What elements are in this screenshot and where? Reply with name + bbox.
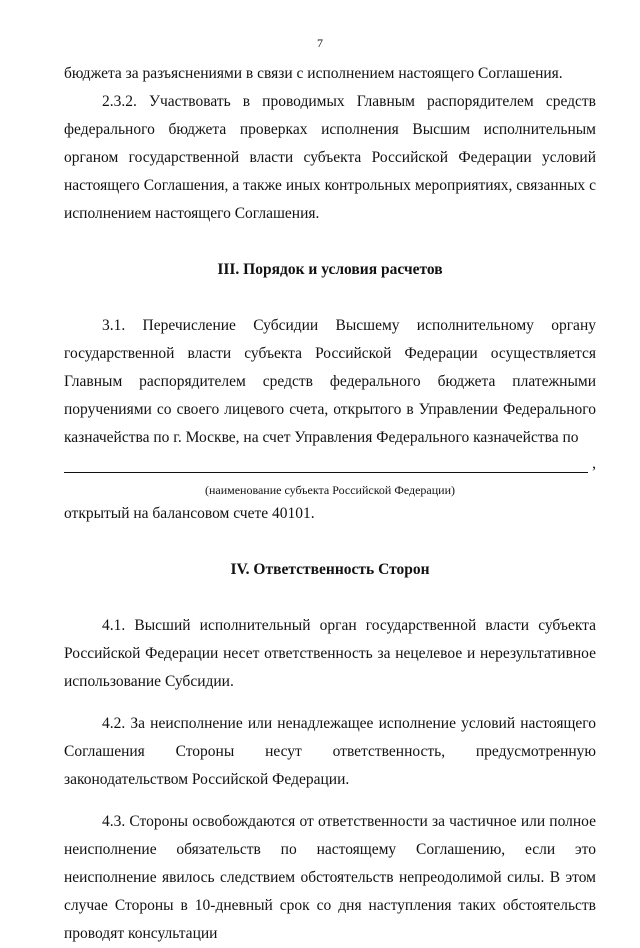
fill-in-blank [64,452,596,480]
fill-in-comma: , [592,455,596,472]
paragraph-continuation: бюджета за разъяснениями в связи с исполнением настоящего Соглашения. [64,65,563,82]
section-heading-3: III. Порядок и условия расчетов [217,261,443,278]
fill-in-underline [64,472,588,473]
paragraph-4-2: 4.2. За неисполнение или ненадлежащее исполнение условий настоящего Соглашения Стороны несут ответственность, предусмотренную законодательством Российской Федерации. [64,715,596,788]
paragraph-3-1-end: открытый на балансовом счете 40101. [64,505,315,522]
paragraph-4-3: 4.3. Стороны освобождаются от ответственности за частичное или полное неисполнение обязательств по настоящему Соглашению, если это неисполнение явилось следствием обстоятельств непреодолимой силы. В этом случае Стороны в 10-дневный срок со дня наступления таких обстоятельств проводят консультации [64,813,596,942]
section-heading-4: IV. Ответственность Сторон [230,561,430,578]
page-number: 7 [317,36,323,50]
paragraph-2-3-2: 2.3.2. Участвовать в проводимых Главным распорядителем средств федерального бюджета проверках исполнения Высшим исполнительным органом государственной власти субъекта Российской Федерации условий настоящего Соглашения, а также иных контрольных мероприятиях, связанных с исполнением настоящего Соглашения. [64,93,596,222]
fill-in-caption: (наименование субъекта Российской Федерации) [204,483,456,497]
document-body [64,60,596,948]
paragraph-3-1: 3.1. Перечисление Субсидии Высшему исполнительному органу государственной власти субъекта Российской Федерации осуществляется Главным распорядителем средств федерального бюджета платежными поручениями со своего лицевого счета, открытого в Управлении Федерального казначейства по г. Москве, на счет Управления Федерального казначейства по [64,317,596,446]
paragraph-4-1: 4.1. Высший исполнительный орган государственной власти субъекта Российской Федерации несет ответственность за нецелевое и нерезультативное использование Субсидии. [64,617,596,690]
